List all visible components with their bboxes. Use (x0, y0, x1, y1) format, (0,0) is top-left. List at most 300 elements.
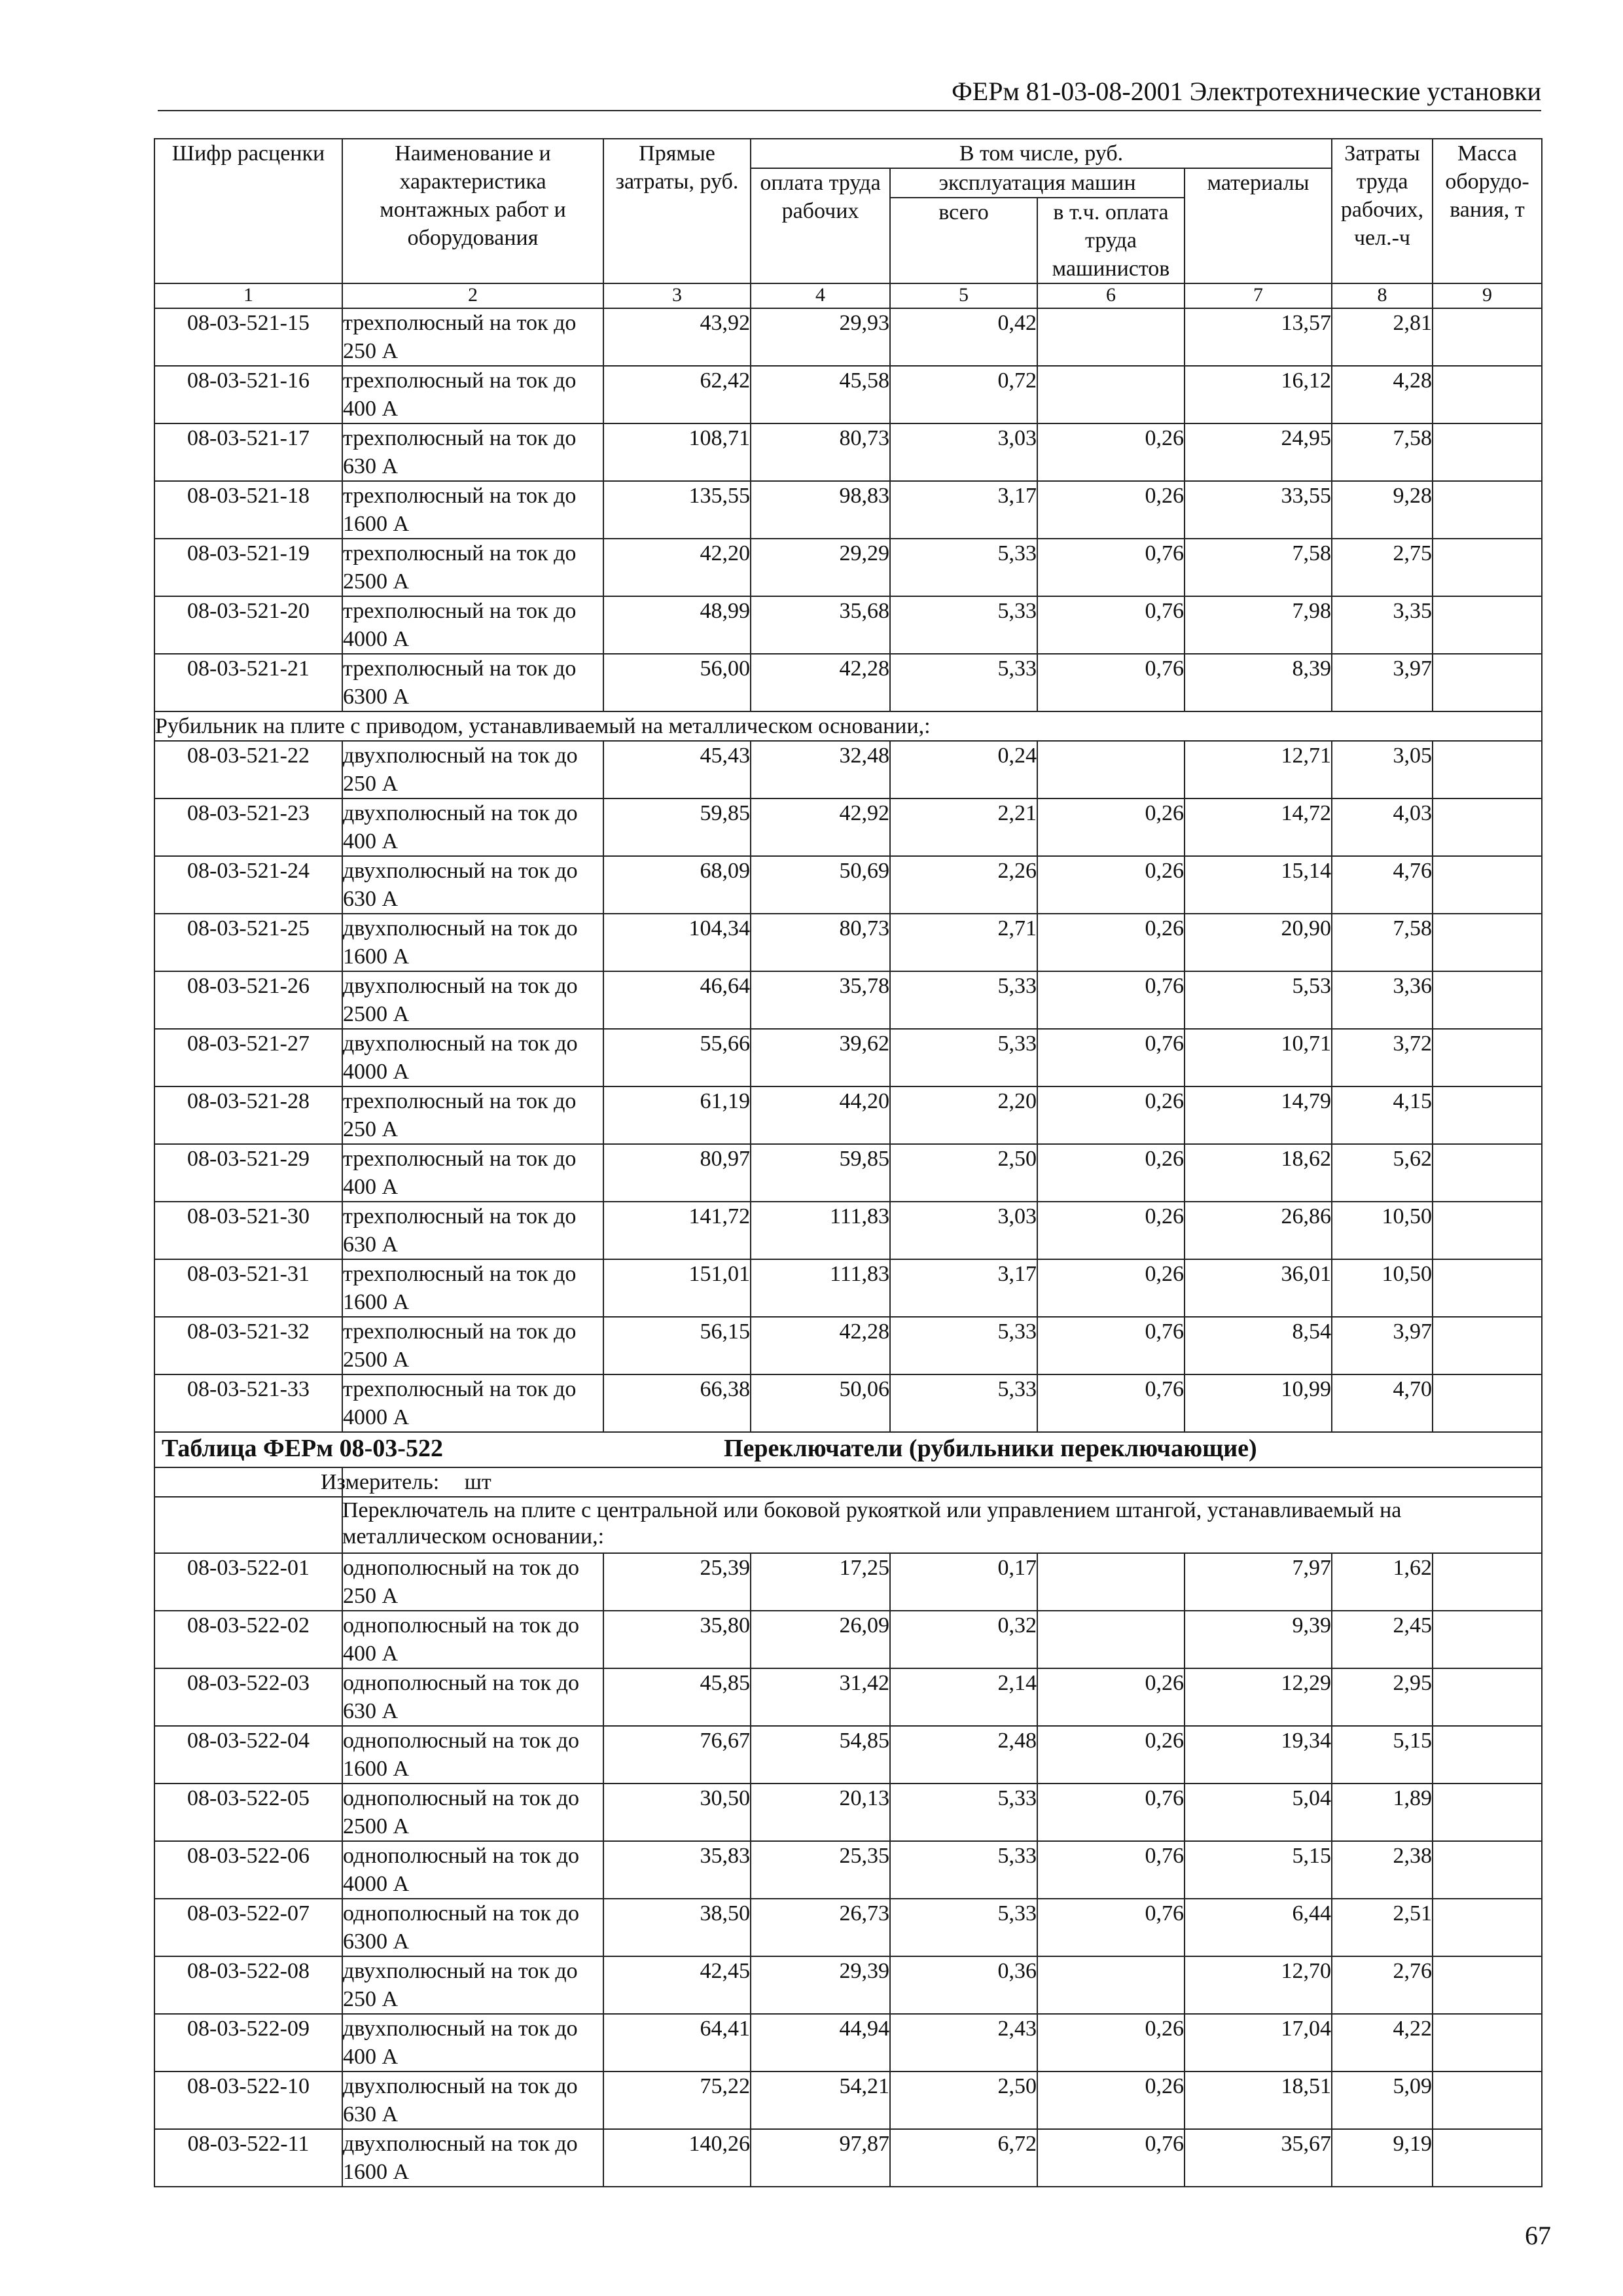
materials-cost: 12,29 (1185, 1668, 1332, 1726)
direct-cost: 140,26 (603, 2129, 751, 2187)
materials-cost: 15,14 (1185, 856, 1332, 914)
column-number: 8 (1332, 283, 1433, 308)
direct-cost: 76,67 (603, 1726, 751, 1784)
machinists-pay: 0,76 (1037, 971, 1185, 1029)
work-name: трехполюсный на ток до 4000 А (342, 1374, 603, 1432)
table-row (154, 1029, 1542, 1086)
labor-hours: 2,76 (1332, 1956, 1433, 2014)
machinists-pay: 0,26 (1037, 914, 1185, 971)
machines-total: 0,72 (890, 366, 1037, 423)
direct-cost: 135,55 (603, 481, 751, 539)
table2-code: Таблица ФЕРм 08-03-522 (162, 1435, 443, 1462)
labor-hours: 3,97 (1332, 1317, 1433, 1374)
table-row (154, 423, 1542, 481)
direct-cost: 25,39 (603, 1553, 751, 1611)
equipment-mass (1433, 2014, 1542, 2072)
materials-cost: 12,70 (1185, 1956, 1332, 2014)
col-header-mass: Масса оборудо-вания, т (1433, 139, 1542, 283)
direct-cost: 61,19 (603, 1086, 751, 1144)
column-number: 4 (751, 283, 890, 308)
column-number: 3 (603, 283, 751, 308)
group1-rows (154, 308, 1542, 711)
labor-pay: 50,69 (751, 856, 890, 914)
direct-cost: 151,01 (603, 1259, 751, 1317)
machinists-pay: 0,26 (1037, 481, 1185, 539)
equipment-mass (1433, 2129, 1542, 2187)
work-name: однополюсный на ток до 250 А (342, 1553, 603, 1611)
table-row (154, 1202, 1542, 1259)
table-row (154, 596, 1542, 654)
direct-cost: 104,34 (603, 914, 751, 971)
equipment-mass (1433, 1784, 1542, 1841)
direct-cost: 75,22 (603, 2072, 751, 2129)
labor-pay: 31,42 (751, 1668, 890, 1726)
labor-hours: 9,19 (1332, 2129, 1433, 2187)
labor-pay: 111,83 (751, 1259, 890, 1317)
table-row (154, 2129, 1542, 2187)
machines-total: 2,20 (890, 1086, 1037, 1144)
labor-pay: 54,85 (751, 1726, 890, 1784)
materials-cost: 20,90 (1185, 914, 1332, 971)
machinists-pay: 0,76 (1037, 1841, 1185, 1899)
machinists-pay: 0,26 (1037, 2072, 1185, 2129)
labor-hours: 5,62 (1332, 1144, 1433, 1202)
machines-total: 3,03 (890, 423, 1037, 481)
machinists-pay (1037, 1611, 1185, 1668)
equipment-mass (1433, 1317, 1542, 1374)
machinists-pay: 0,76 (1037, 1784, 1185, 1841)
equipment-mass (1433, 366, 1542, 423)
machines-total: 5,33 (890, 654, 1037, 711)
labor-hours: 10,50 (1332, 1202, 1433, 1259)
labor-hours: 4,22 (1332, 2014, 1433, 2072)
machines-total: 2,48 (890, 1726, 1037, 1784)
labor-pay: 17,25 (751, 1553, 890, 1611)
materials-cost: 8,39 (1185, 654, 1332, 711)
rate-code: 08-03-521-30 (154, 1202, 342, 1259)
machines-total: 0,17 (890, 1553, 1037, 1611)
labor-pay: 42,92 (751, 798, 890, 856)
materials-cost: 18,51 (1185, 2072, 1332, 2129)
materials-cost: 7,58 (1185, 539, 1332, 596)
labor-hours: 2,75 (1332, 539, 1433, 596)
table-header (154, 139, 1542, 308)
materials-cost: 10,99 (1185, 1374, 1332, 1432)
direct-cost: 35,80 (603, 1611, 751, 1668)
section-heading (154, 711, 1542, 741)
machines-total: 2,71 (890, 914, 1037, 971)
rate-code: 08-03-521-23 (154, 798, 342, 856)
table2-heading (154, 1432, 1542, 1553)
labor-hours: 3,72 (1332, 1029, 1433, 1086)
col-header-machines: эксплуатация машин (890, 168, 1185, 198)
col-header-labor-pay: оплата труда рабочих (751, 168, 890, 283)
work-name: однополюсный на ток до 1600 А (342, 1726, 603, 1784)
machines-total: 0,36 (890, 1956, 1037, 2014)
materials-cost: 9,39 (1185, 1611, 1332, 1668)
table-row (154, 798, 1542, 856)
machines-total: 0,24 (890, 741, 1037, 798)
equipment-mass (1433, 1956, 1542, 2014)
rate-code: 08-03-522-06 (154, 1841, 342, 1899)
materials-cost: 24,95 (1185, 423, 1332, 481)
labor-hours: 4,76 (1332, 856, 1433, 914)
materials-cost: 33,55 (1185, 481, 1332, 539)
column-number: 6 (1037, 283, 1185, 308)
col-header-materials: материалы (1185, 168, 1332, 283)
machines-total: 3,17 (890, 1259, 1037, 1317)
rate-code: 08-03-522-01 (154, 1553, 342, 1611)
work-name: двухполюсный на ток до 400 А (342, 2014, 603, 2072)
work-name: двухполюсный на ток до 2500 А (342, 971, 603, 1029)
labor-hours: 2,51 (1332, 1899, 1433, 1956)
direct-cost: 80,97 (603, 1144, 751, 1202)
machinists-pay: 0,26 (1037, 1726, 1185, 1784)
table-row (154, 2014, 1542, 2072)
labor-pay: 29,39 (751, 1956, 890, 2014)
materials-cost: 5,53 (1185, 971, 1332, 1029)
materials-cost: 5,15 (1185, 1841, 1332, 1899)
table-row (154, 1956, 1542, 2014)
labor-hours: 1,62 (1332, 1553, 1433, 1611)
machinists-pay: 0,26 (1037, 1668, 1185, 1726)
work-name: трехполюсный на ток до 2500 А (342, 539, 603, 596)
work-name: двухполюсный на ток до 630 А (342, 856, 603, 914)
table-row (154, 741, 1542, 798)
section2-spacer (154, 1497, 342, 1553)
labor-pay: 26,09 (751, 1611, 890, 1668)
equipment-mass (1433, 1668, 1542, 1726)
measure-line (321, 1467, 1542, 1497)
direct-cost: 56,15 (603, 1317, 751, 1374)
labor-pay: 35,78 (751, 971, 890, 1029)
rate-code: 08-03-521-28 (154, 1086, 342, 1144)
machinists-pay: 0,26 (1037, 2014, 1185, 2072)
labor-pay: 54,21 (751, 2072, 890, 2129)
rate-code: 08-03-522-05 (154, 1784, 342, 1841)
labor-pay: 32,48 (751, 741, 890, 798)
machines-total: 2,50 (890, 1144, 1037, 1202)
machinists-pay (1037, 366, 1185, 423)
running-header: ФЕРм 81-03-08-2001 Электротехнические установки (158, 73, 1541, 111)
group2-rows (154, 741, 1542, 1432)
table-row (154, 1841, 1542, 1899)
work-name: однополюсный на ток до 4000 А (342, 1841, 603, 1899)
rates-table (154, 138, 1543, 2187)
equipment-mass (1433, 1259, 1542, 1317)
labor-pay: 97,87 (751, 2129, 890, 2187)
table-row (154, 1317, 1542, 1374)
section-title: Рубильник на плите с приводом, устанавливаемый на металлическом основании,: (154, 711, 1542, 741)
labor-hours: 3,35 (1332, 596, 1433, 654)
machines-total: 5,33 (890, 1374, 1037, 1432)
materials-cost: 19,34 (1185, 1726, 1332, 1784)
work-name: однополюсный на ток до 6300 А (342, 1899, 603, 1956)
labor-hours: 10,50 (1332, 1259, 1433, 1317)
work-name: однополюсный на ток до 2500 А (342, 1784, 603, 1841)
machinists-pay: 0,76 (1037, 2129, 1185, 2187)
labor-pay: 39,62 (751, 1029, 890, 1086)
rate-code: 08-03-521-25 (154, 914, 342, 971)
materials-cost: 18,62 (1185, 1144, 1332, 1202)
direct-cost: 38,50 (603, 1899, 751, 1956)
equipment-mass (1433, 1611, 1542, 1668)
equipment-mass (1433, 1374, 1542, 1432)
rate-code: 08-03-521-32 (154, 1317, 342, 1374)
col-header-machinists-pay: в т.ч. оплата труда машинистов (1037, 198, 1185, 283)
machines-total: 5,33 (890, 539, 1037, 596)
materials-cost: 26,86 (1185, 1202, 1332, 1259)
measure-label: Измеритель: (321, 1470, 440, 1494)
machinists-pay: 0,26 (1037, 798, 1185, 856)
equipment-mass (1433, 1899, 1542, 1956)
materials-cost: 36,01 (1185, 1259, 1332, 1317)
rate-code: 08-03-521-27 (154, 1029, 342, 1086)
work-name: трехполюсный на ток до 4000 А (342, 596, 603, 654)
page-number: 67 (1525, 2221, 1551, 2250)
direct-cost: 48,99 (603, 596, 751, 654)
labor-hours: 2,95 (1332, 1668, 1433, 1726)
machines-total: 5,33 (890, 1899, 1037, 1956)
work-name: двухполюсный на ток до 630 А (342, 2072, 603, 2129)
machinists-pay: 0,76 (1037, 1374, 1185, 1432)
rate-code: 08-03-522-11 (154, 2129, 342, 2187)
work-name: двухполюсный на ток до 4000 А (342, 1029, 603, 1086)
table-row (154, 2072, 1542, 2129)
work-name: трехполюсный на ток до 1600 А (342, 481, 603, 539)
rate-code: 08-03-522-10 (154, 2072, 342, 2129)
labor-pay: 42,28 (751, 654, 890, 711)
labor-hours: 4,28 (1332, 366, 1433, 423)
work-name: двухполюсный на ток до 400 А (342, 798, 603, 856)
rate-code: 08-03-521-33 (154, 1374, 342, 1432)
equipment-mass (1433, 741, 1542, 798)
rate-code: 08-03-521-15 (154, 308, 342, 366)
materials-cost: 5,04 (1185, 1784, 1332, 1841)
labor-pay: 80,73 (751, 423, 890, 481)
direct-cost: 59,85 (603, 798, 751, 856)
rate-code: 08-03-521-31 (154, 1259, 342, 1317)
machines-total: 5,33 (890, 1029, 1037, 1086)
table-row (154, 308, 1542, 366)
machinists-pay: 0,76 (1037, 539, 1185, 596)
direct-cost: 68,09 (603, 856, 751, 914)
group3-rows (154, 1553, 1542, 2187)
labor-hours: 2,81 (1332, 308, 1433, 366)
labor-pay: 80,73 (751, 914, 890, 971)
labor-hours: 5,09 (1332, 2072, 1433, 2129)
machinists-pay: 0,76 (1037, 596, 1185, 654)
rate-code: 08-03-521-21 (154, 654, 342, 711)
rate-code: 08-03-521-22 (154, 741, 342, 798)
col-header-name: Наименование и характеристика монтажных работ и оборудования (342, 139, 603, 283)
labor-hours: 4,70 (1332, 1374, 1433, 1432)
rate-code: 08-03-521-16 (154, 366, 342, 423)
machines-total: 5,33 (890, 1841, 1037, 1899)
equipment-mass (1433, 798, 1542, 856)
work-name: однополюсный на ток до 630 А (342, 1668, 603, 1726)
rate-code: 08-03-522-04 (154, 1726, 342, 1784)
table-row (154, 1784, 1542, 1841)
rate-code: 08-03-521-20 (154, 596, 342, 654)
machines-total: 5,33 (890, 1784, 1037, 1841)
machines-total: 6,72 (890, 2129, 1037, 2187)
direct-cost: 45,85 (603, 1668, 751, 1726)
labor-hours: 2,45 (1332, 1611, 1433, 1668)
equipment-mass (1433, 481, 1542, 539)
rate-code: 08-03-521-19 (154, 539, 342, 596)
labor-hours: 4,15 (1332, 1086, 1433, 1144)
table-row (154, 1668, 1542, 1726)
labor-pay: 59,85 (751, 1144, 890, 1202)
machinists-pay (1037, 741, 1185, 798)
table-row (154, 1726, 1542, 1784)
section2-title: Переключатель на плите с центральной или боковой рукояткой или управлением штангой, устанавливаемый на металлическом основании,: (342, 1498, 1402, 1549)
materials-cost: 12,71 (1185, 741, 1332, 798)
equipment-mass (1433, 654, 1542, 711)
machinists-pay: 0,76 (1037, 654, 1185, 711)
materials-cost: 7,97 (1185, 1553, 1332, 1611)
col-header-labor-cost: Затраты труда рабочих, чел.-ч (1332, 139, 1433, 283)
direct-cost: 62,42 (603, 366, 751, 423)
labor-pay: 20,13 (751, 1784, 890, 1841)
work-name: трехполюсный на ток до 1600 А (342, 1259, 603, 1317)
direct-cost: 56,00 (603, 654, 751, 711)
equipment-mass (1433, 1726, 1542, 1784)
column-numbers-row (154, 283, 1542, 308)
rate-code: 08-03-521-29 (154, 1144, 342, 1202)
labor-pay: 25,35 (751, 1841, 890, 1899)
materials-cost: 10,71 (1185, 1029, 1332, 1086)
machinists-pay: 0,26 (1037, 423, 1185, 481)
table2-title (154, 1432, 1542, 1467)
work-name: трехполюсный на ток до 250 А (342, 308, 603, 366)
materials-cost: 14,79 (1185, 1086, 1332, 1144)
equipment-mass (1433, 596, 1542, 654)
labor-hours: 5,15 (1332, 1726, 1433, 1784)
machines-total: 3,03 (890, 1202, 1037, 1259)
work-name: однополюсный на ток до 400 А (342, 1611, 603, 1668)
col-header-direct: Прямые затраты, руб. (603, 139, 751, 283)
equipment-mass (1433, 2072, 1542, 2129)
rate-code: 08-03-522-09 (154, 2014, 342, 2072)
equipment-mass (1433, 423, 1542, 481)
machines-total: 0,32 (890, 1611, 1037, 1668)
machines-total: 2,50 (890, 2072, 1037, 2129)
labor-hours: 3,05 (1332, 741, 1433, 798)
direct-cost: 42,20 (603, 539, 751, 596)
materials-cost: 13,57 (1185, 308, 1332, 366)
labor-hours: 7,58 (1332, 423, 1433, 481)
labor-pay: 44,20 (751, 1086, 890, 1144)
measure-spacer (154, 1467, 342, 1497)
direct-cost: 64,41 (603, 2014, 751, 2072)
machines-total: 2,26 (890, 856, 1037, 914)
work-name: двухполюсный на ток до 250 А (342, 1956, 603, 2014)
equipment-mass (1433, 1086, 1542, 1144)
machines-total: 5,33 (890, 596, 1037, 654)
materials-cost: 8,54 (1185, 1317, 1332, 1374)
machines-total: 2,14 (890, 1668, 1037, 1726)
equipment-mass (1433, 914, 1542, 971)
labor-hours: 3,36 (1332, 971, 1433, 1029)
labor-pay: 45,58 (751, 366, 890, 423)
work-name: трехполюсный на ток до 250 А (342, 1086, 603, 1144)
labor-pay: 98,83 (751, 481, 890, 539)
machinists-pay: 0,26 (1037, 1144, 1185, 1202)
col-header-incl: В том числе, руб. (751, 139, 1332, 168)
materials-cost: 35,67 (1185, 2129, 1332, 2187)
column-number: 9 (1433, 283, 1542, 308)
direct-cost: 55,66 (603, 1029, 751, 1086)
direct-cost: 45,43 (603, 741, 751, 798)
work-name: двухполюсный на ток до 1600 А (342, 2129, 603, 2187)
table-row (154, 366, 1542, 423)
materials-cost: 14,72 (1185, 798, 1332, 856)
rate-code: 08-03-521-24 (154, 856, 342, 914)
rate-code: 08-03-522-03 (154, 1668, 342, 1726)
table-row (154, 481, 1542, 539)
equipment-mass (1433, 539, 1542, 596)
column-number: 2 (342, 283, 603, 308)
table-row (154, 1374, 1542, 1432)
table-row (154, 914, 1542, 971)
machines-total: 0,42 (890, 308, 1037, 366)
equipment-mass (1433, 308, 1542, 366)
labor-pay: 29,93 (751, 308, 890, 366)
labor-pay: 26,73 (751, 1899, 890, 1956)
machines-total: 2,21 (890, 798, 1037, 856)
work-name: двухполюсный на ток до 1600 А (342, 914, 603, 971)
machinists-pay: 0,76 (1037, 1899, 1185, 1956)
work-name: трехполюсный на ток до 630 А (342, 1202, 603, 1259)
table-row (154, 1086, 1542, 1144)
equipment-mass (1433, 1144, 1542, 1202)
machinists-pay (1037, 1553, 1185, 1611)
machinists-pay (1037, 308, 1185, 366)
rate-code: 08-03-522-02 (154, 1611, 342, 1668)
labor-hours: 2,38 (1332, 1841, 1433, 1899)
materials-cost: 7,98 (1185, 596, 1332, 654)
machinists-pay: 0,26 (1037, 1202, 1185, 1259)
labor-pay: 111,83 (751, 1202, 890, 1259)
table-row (154, 654, 1542, 711)
machines-total: 2,43 (890, 2014, 1037, 2072)
equipment-mass (1433, 1202, 1542, 1259)
equipment-mass (1433, 1029, 1542, 1086)
labor-pay: 44,94 (751, 2014, 890, 2072)
machines-total: 5,33 (890, 971, 1037, 1029)
col-header-code: Шифр расценки (154, 139, 342, 283)
equipment-mass (1433, 1841, 1542, 1899)
equipment-mass (1433, 1553, 1542, 1611)
table-row (154, 856, 1542, 914)
column-number: 7 (1185, 283, 1332, 308)
col-header-machines-total: всего (890, 198, 1037, 283)
work-name: трехполюсный на ток до 6300 А (342, 654, 603, 711)
materials-cost: 6,44 (1185, 1899, 1332, 1956)
labor-pay: 29,29 (751, 539, 890, 596)
direct-cost: 46,64 (603, 971, 751, 1029)
rate-code: 08-03-521-17 (154, 423, 342, 481)
machinists-pay: 0,76 (1037, 1029, 1185, 1086)
labor-hours: 7,58 (1332, 914, 1433, 971)
work-name: двухполюсный на ток до 250 А (342, 741, 603, 798)
table-row (154, 971, 1542, 1029)
labor-hours: 4,03 (1332, 798, 1433, 856)
column-number: 5 (890, 283, 1037, 308)
machinists-pay: 0,26 (1037, 1086, 1185, 1144)
